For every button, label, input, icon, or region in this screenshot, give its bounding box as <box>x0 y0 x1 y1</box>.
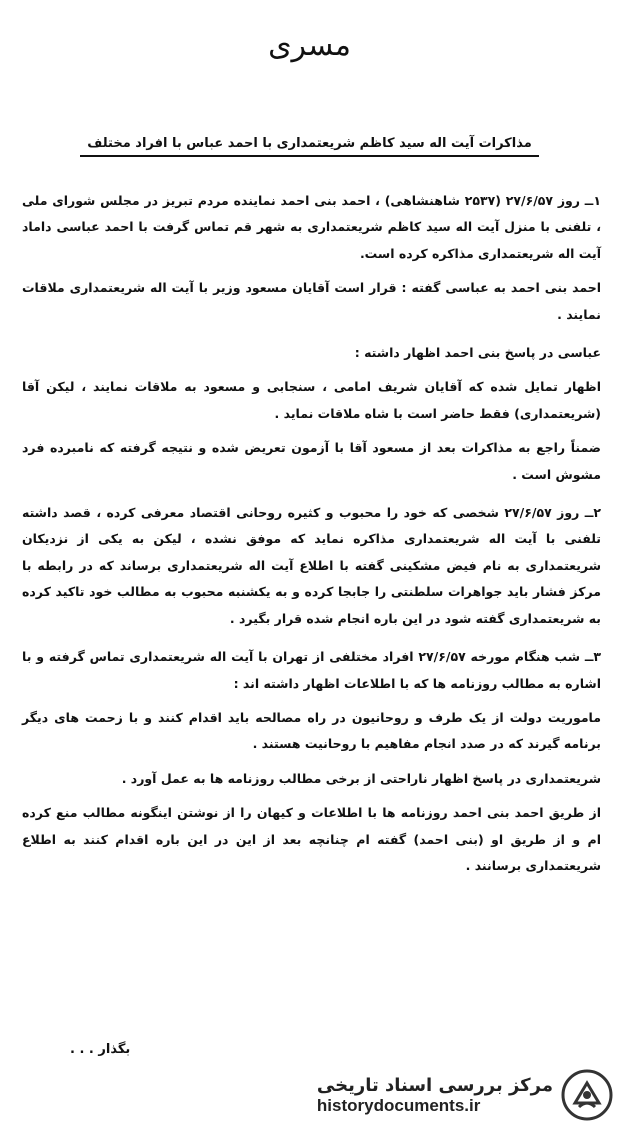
archive-name: مرکز بررسی اسناد تاریخی <box>316 1074 553 1096</box>
document-body <box>22 188 601 887</box>
archive-url: historydocuments.ir <box>316 1095 481 1115</box>
classification-header: مسری <box>268 28 351 63</box>
paragraph: ضمناً راجع به مذاکرات بعد از مسعود آقا با آزمون تعریض شده و نتیجه گرفته که نامبرده فرد مشوش است . <box>22 440 601 482</box>
paragraph: اظهار تمایل شده که آقایان شریف امامی ، سنجابی و مسعود به ملاقات نمایند ، لیکن آقا (شریعتمداری) فقط حاضر است با شاه ملاقات نماید . <box>22 379 601 421</box>
paragraph: ۱ــ روز ۲۷/۶/۵۷ (۲۵۳۷ شاهنشاهی) ، احمد بنی احمد نماینده مردم تبریز در مجلس شورای ملی ، تلفنی با منزل آیت اله سید کاظم شریعتمداری به شهر قم تماس گرفت با احمد عباسی داماد آیت اله شریعتمداری مذاکره کرده است. <box>22 193 601 261</box>
archive-watermark <box>295 1066 613 1124</box>
signoff-text: بگذار . . . <box>70 1042 131 1057</box>
paragraph: شریعتمداری در پاسخ اظهار ناراحتی از برخی مطالب روزنامه ها به عمل آورد . <box>121 770 601 786</box>
paragraph: ۳ــ شب هنگام مورخه ۲۷/۶/۵۷ افراد مختلفی از تهران با آیت اله شریعتمداری تماس گرفته و با اشاره به مطالب روزنامه ها که با اطلاعات اظهار داشته اند : <box>22 649 602 691</box>
paragraph: ۲ــ روز ۲۷/۶/۵۷ شخصی که خود را محبوب و کثیره روحانی اقتصاد معرفی کرده ، قصد داشته تلفنی با آیت اله شریعتمداری مذاکره نماید که موفق نشده ، لیکن به یکی از نزدیکان شریعتمداری به نام فیض مشکینی گفته با اطلاع آیت اله شریعتمداری برساند که در رابطه با مرکز فشار باید جواهرات سلطنتی را جابجا کرده و به یکشنبه محبوب به مطالب خود تاکید کرده به شریعتمداری گفته شود در این باره انجام شده قرار بگیرد . <box>22 505 601 626</box>
watermark-text <box>317 1075 553 1116</box>
paragraph: ماموریت دولت از یک طرف و روحانیون در راه مصالحه باید اقدام کنند و با زحمت های دیگر برنامه گیرند که در صدد انجام مفاهیم با روحانیت هستند . <box>22 709 601 752</box>
paragraph: عباسی در پاسخ بنی احمد اظهار داشته : <box>354 345 601 361</box>
archive-emblem-icon <box>561 1069 613 1121</box>
document-title: مذاکرات آیت اله سید کاظم شریعتمداری با احمد عباس با افراد مختلف <box>80 136 539 157</box>
paragraph: احمد بنی احمد به عباسی گفته : قرار است آقایان مسعود وزیر با آیت اله شریعتمداری ملاقات نمایند . <box>22 280 601 322</box>
paragraph: از طریق احمد بنی احمد روزنامه ها با اطلاعات و کیهان را از نوشتن اینگونه مطالب منع کرده ام و از طریق او (بنی احمد) گفته ام چنانچه بعد از این در این باره اقدام کنند به اطلاع شریعتمداری برسانند . <box>22 805 601 873</box>
